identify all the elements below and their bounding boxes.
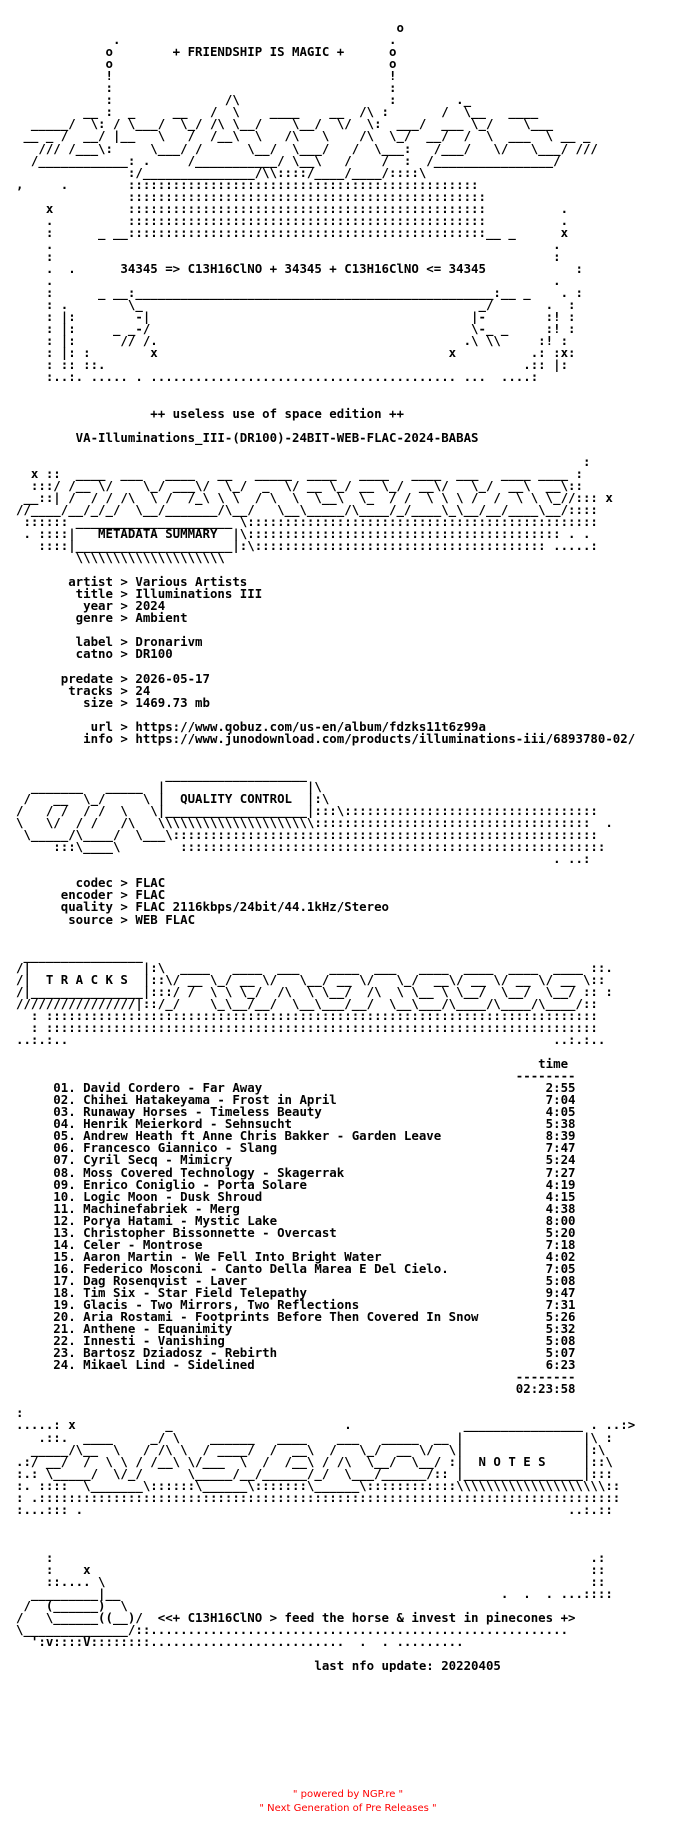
track-row: 17. Dag Rosenqvist - Laver 5:08 [53, 1272, 576, 1288]
track-row: 04. Henrik Meierkord - Sehnsucht 5:38 [53, 1116, 576, 1132]
track-row: 20. Aria Rostami - Footprints Before Then Covered In Snow 5:26 [53, 1309, 576, 1325]
track-row: 22. Innesti - Vanishing 5:08 [53, 1333, 576, 1349]
release-name: VA-Illuminations_III-(DR100)-24BIT-WEB-FLAC-2024-BABAS [16, 429, 479, 445]
track-row: 05. Andrew Heath ft Anne Chris Bakker - Garden Leave 8:39 [53, 1128, 576, 1144]
track-row: 08. Moss Covered Technology - Skagerrak 7:27 [53, 1164, 576, 1180]
track-row: 18. Tim Six - Star Field Telepathy 9:47 [53, 1284, 576, 1300]
outro-art: : .: : x :: ::.... \ :: _________|__ . . . ...:::: / (______) \ / \______((__)/ <<+ C13H16ClNO > feed the horse & invest in pinecones +> \______________/::........................................................ ':v::::V::::::::.......................... . . ......... [16, 1550, 613, 1650]
track-row: 13. Christopher Bissonnette - Overcast 5:20 [53, 1224, 576, 1240]
track-row: 23. Bartosz Dziadosz - Rebirth 5:07 [53, 1345, 576, 1361]
footer-powered-by: " powered by NGP.re " [292, 1789, 404, 1800]
track-row: 16. Federico Mosconi - Canto Della Marea E Del Cielo. 7:05 [53, 1260, 576, 1276]
footer-tagline: " Next Generation of Pre Releases " [259, 1803, 437, 1814]
track-row: 12. Porya Hatami - Mystic Lake 8:00 [53, 1212, 576, 1228]
banner-art: o . . o + FRIENDSHIP IS MAGIC + o o o ! ! : : : /\ : ._ __ : _ __ / \ ____ __ /\ : / \__ ____ _____/ \: / \___/ \_/ /\ \__/ \__/ \/ \: ___/ ___ \_/ \___ __ _ / __/ |__ \ / /__\ \ /\ \ /\ \_/ __/ / \ ___ \ __ _ /// /___\: \___/ / \__/ \___/ / \___: /___/ \/ \___/ /// /____________: . /___________/ \__\ / / : /________________/ :/_______________/\\::::/____/____/::::\ , . ::::::::::::::::::::::::::::::::::::::::::::::: :::::::::::::::::::::::::::::::::::::::::::::::: x :::::::::::::::::::::::::::::::::::::::::::::::: . . :::::::::::::::::::::::::::::::::::::::::::::::: . : _ __::::::::::::::::::::::::::::::::::::::::::::::::__ _ x . . : : . . 34345 => C13H16ClNO + 34345 + C13H16ClNO <= 34345 : . . : _ __:________________________________________________:__ _ . : : . \_ _/ . : : |: -| |- :! : : |: _ _-/ \-_ _ :! : : |: // /. .\ \\ :! : : |: : x x .: :x: : :: ::. .:: |: :..:. ..... . ......................................... ... ....: [16, 20, 598, 385]
track-row: 21. Anthene - Equanimity 5:32 [53, 1321, 576, 1337]
last-nfo-update: last nfo update: 20220405 [16, 1658, 501, 1673]
track-row: 09. Enrico Coniglio - Porta Solare 4:19 [53, 1176, 576, 1192]
tracks-total: -------- 02:23:58 [515, 1369, 576, 1397]
track-row: 14. Celer - Montrose 7:18 [53, 1236, 576, 1252]
quality-control-art: ___________________ _______ _____ | |\ / __ \_/ \ | QUALITY CONTROL |:\ / / / / / \ \|___________________|:::\:::::::::::::::::::::::::::::::::: \ \/ / / /\ \\\\\\\\\\\\\\\\\\\\\::::::::::::::::::::::::::::::::::::: . \_____/\____/ \___\::::::::::::::::::::::::::::::::::::::::::::::::::::::::: :::\____\ ::::::::::::::::::::::::::::::::::::::::::::::::::::::::: . ..: [16, 766, 613, 867]
notes-art: : .....: x _ . ________________ . ..:> .::. ____ _/ \ ______ ____ ___ _____ __ | |\ : _____/\__ \ / /\ \ / ____/ / __\ / \_/ __ \/ \| |:\ .:/ __/ / \ \ / /__\ \/___ \ / /__\ / /\ \__/ \__/ :| N O T E S |::\ :.: \_____/ \/_/ \_____/__/______/_/ \___/______/:: |________________|::: :. :::: \_______\::::::\______\:::::::\______\::::::::::::\\\\\\\\\\\\\\\\\\\\:: : .:::::::::::::::::::::::::::::::::::::::::::::::::::::::::::::::::::::::::::::: :...::: . ..:.:: [16, 1405, 636, 1517]
edition-line: ++ useless use of space edition ++ [16, 405, 404, 421]
tracklist [16, 1080, 576, 1372]
footer [0, 1788, 696, 1816]
quality-rows: codec > FLAC encoder > FLAC quality > FLAC 2116kbps/24bit/44.1kHz/Stereo source > WEB FLAC [60, 875, 389, 927]
nfo-text [16, 10, 676, 1672]
track-row: 02. Chihei Hatakeyama - Frost in April 7:04 [53, 1092, 576, 1108]
track-row: 07. Cyril Secq - Mimicry 5:24 [53, 1152, 576, 1168]
track-row: 19. Glacis - Two Mirrors, Two Reflections 7:31 [53, 1297, 576, 1313]
track-row: 24. Mikael Lind - Sidelined 6:23 [16, 1357, 576, 1373]
track-row: 10. Logic Moon - Dusk Shroud 4:15 [53, 1188, 576, 1204]
track-row: 01. David Cordero - Far Away 2:55 [53, 1080, 576, 1096]
track-row: 06. Francesco Giannico - Slang 7:47 [53, 1140, 576, 1156]
track-row: 11. Machinefabriek - Merg 4:38 [53, 1200, 576, 1216]
metadata-summary-art: : x :: ____ ___ ____ __ _____ ____ ____ ____ ___ ____ ____ : :::/ /__ \/ \_/ ___\/ \_/ _ \/ __ \_/ __ \_/ __\/ \_/ __\ __\:: __::| / / / /\ \ / /_\ \ \ / \ \ \__\ \_ / / \ \ \ / / \ \ \_//::: x //____/__/_/_/ \__/_______/\__/ \__\_____/\____/_/____\_\__/__/____\__/:::: :::::: _____________________ \::::::::::::::::::::::::::::::::::::::::::::::: . ::::| METADATA SUMMARY |\:::::::::::::::::::::::::::::::::::::::::: . . ::::|_____________________|:\::::::::::::::::::::::::::::::::::::::: .....: \\\\\\\\\\\\\\\\\\\\ [16, 453, 613, 566]
tracks-art: ________________ /| |:\ ____ ____ ___ ____ ___ ____ ____ ____ ____ ::. /| T R A C K S |::\/ __ \_/ __ \/ \__/ __ \/ \_/ __\/ __ \/ __ \/ __ \:: /|_______________|:::/ / \ \ \_/ /\ \ \__/ /\ \ \__ \ \__/ \__/ \__/ :: : ////////////////|::/_/ \_\__/__/ \__\___/__/ \__\___/\____/\____/\____/:: : :::::::::::::::::::::::::::::::::::::::::::::::::::::::::::::::::::::::::: : :::::::::::::::::::::::::::::::::::::::::::::::::::::::::::::::::::::::::: ..:.:.. ..:.:.. [16, 947, 613, 1047]
track-row: 15. Aaron Martin - We Fell Into Bright Water 4:02 [53, 1248, 576, 1264]
tracks-header: time -------- [515, 1056, 576, 1084]
track-row: 03. Runaway Horses - Timeless Beauty 4:05 [53, 1104, 576, 1120]
metadata-rows: artist > Various Artists title > Illuminations III year > 2024 genre > Ambient label > Dronarivm catno > DR100 predate > 2026-05-17 tracks > 24 size > 1469.73 mb url > https://www.qobuz.com/us-en/album/fdzks11t6z99a info > https://www.junodownload.com/products/illuminations-iii/6893780-02/ [60, 574, 636, 746]
